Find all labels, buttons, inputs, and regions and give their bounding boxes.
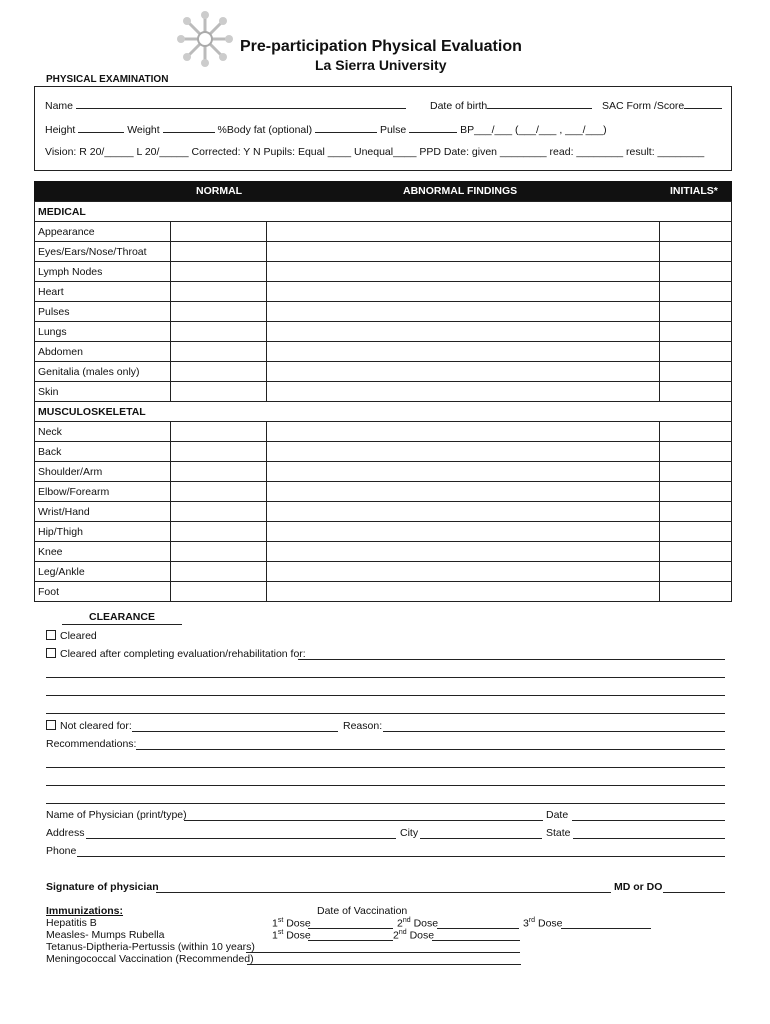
row-label: Wrist/Hand	[38, 506, 90, 518]
state-label: State	[546, 827, 571, 839]
initials-cell[interactable]	[659, 382, 660, 401]
initials-cell[interactable]	[659, 242, 660, 261]
row-label: Eyes/Ears/Nose/Throat	[38, 246, 147, 258]
normal-cell[interactable]	[170, 442, 171, 461]
city-label: City	[400, 827, 419, 839]
abnormal-cell[interactable]	[266, 242, 267, 261]
row-label: Skin	[38, 386, 59, 398]
initials-cell[interactable]	[659, 542, 660, 561]
normal-cell[interactable]	[170, 542, 171, 561]
state-field[interactable]	[573, 838, 725, 839]
hepb-dose-3-field[interactable]	[561, 928, 651, 929]
normal-cell[interactable]	[170, 422, 171, 441]
table-category-row	[35, 401, 731, 421]
normal-cell[interactable]	[170, 522, 171, 541]
row-label: Leg/Ankle	[38, 566, 85, 578]
table-row	[35, 301, 731, 321]
initials-cell[interactable]	[659, 282, 660, 301]
initials-cell[interactable]	[659, 502, 660, 521]
phone-label: Phone	[46, 845, 77, 857]
name-label: Name	[45, 100, 74, 112]
mmr-dose-2: 2nd Dose	[393, 929, 435, 942]
row-label: Back	[38, 446, 62, 458]
dob-row	[430, 98, 592, 112]
name-row	[45, 98, 406, 112]
normal-cell[interactable]	[170, 282, 171, 301]
mmr-dose-2-field[interactable]	[432, 940, 520, 941]
table-header	[34, 181, 732, 201]
normal-cell[interactable]	[170, 482, 171, 501]
height-field[interactable]	[78, 122, 124, 133]
recommendations-field[interactable]	[136, 749, 725, 750]
sac-field[interactable]	[684, 98, 722, 109]
abnormal-cell[interactable]	[266, 542, 267, 561]
abnormal-cell[interactable]	[266, 222, 267, 241]
cleared-after-line-2[interactable]	[46, 677, 725, 678]
normal-cell[interactable]	[170, 582, 171, 601]
immunizations-heading: Immunizations:	[46, 905, 124, 917]
initials-cell[interactable]	[659, 482, 660, 501]
row-label: Genitalia (males only)	[38, 366, 140, 378]
row-label: Foot	[38, 586, 60, 598]
address-label: Address	[46, 827, 85, 839]
normal-cell[interactable]	[170, 302, 171, 321]
abnormal-cell[interactable]	[266, 422, 267, 441]
table-row	[35, 581, 731, 601]
vision-row: Vision: R 20/_____ L 20/_____ Corrected: Y N Pupils: Equal ____ Unequal____ PPD Date: given ________ read: ________ result: ________	[45, 146, 705, 158]
patient-info-box	[34, 86, 732, 171]
phone-field[interactable]	[77, 856, 725, 857]
table-row	[35, 481, 731, 501]
table-row	[35, 521, 731, 541]
city-field[interactable]	[420, 838, 542, 839]
cleared-checkbox[interactable]	[46, 630, 56, 640]
initials-cell[interactable]	[659, 522, 660, 541]
initials-cell[interactable]	[659, 262, 660, 281]
table-row	[35, 341, 731, 361]
abnormal-cell[interactable]	[266, 282, 267, 301]
normal-cell[interactable]	[170, 322, 171, 341]
date-field[interactable]	[572, 820, 725, 821]
hepb-label: Hepatitis B	[46, 917, 97, 929]
recommendations-line-4[interactable]	[46, 803, 725, 804]
mening-field[interactable]	[247, 964, 521, 965]
university-logo	[176, 10, 234, 68]
normal-cell[interactable]	[170, 262, 171, 281]
hepb-dose-3: 3rd Dose	[523, 917, 563, 930]
dob-label: Date of birth	[430, 100, 488, 112]
row-label: Shoulder/Arm	[38, 466, 103, 478]
tdap-label: Tetanus-Diptheria-Pertussis (within 10 years)	[46, 941, 255, 953]
vitals-row	[45, 122, 607, 136]
cleared-option[interactable]	[46, 630, 97, 642]
hepb-dose-2-field[interactable]	[437, 928, 519, 929]
header-abnormal: ABNORMAL FINDINGS	[403, 185, 518, 197]
table-category-row	[35, 201, 731, 221]
date-of-vaccination-heading: Date of Vaccination	[317, 905, 408, 917]
table-row	[35, 461, 731, 481]
cleared-after-field[interactable]	[298, 659, 725, 660]
normal-cell[interactable]	[170, 242, 171, 261]
table-row	[35, 561, 731, 581]
abnormal-cell[interactable]	[266, 582, 267, 601]
pulse-label: Pulse	[379, 124, 407, 136]
abnormal-cell[interactable]	[266, 522, 267, 541]
table-row	[35, 241, 731, 261]
row-label: Heart	[38, 286, 64, 298]
table-row	[35, 361, 731, 381]
row-label: Knee	[38, 546, 63, 558]
abnormal-cell[interactable]	[266, 262, 267, 281]
mmr-dose-1-field[interactable]	[308, 940, 393, 941]
recommendations-line-3[interactable]	[46, 785, 725, 786]
not-cleared-option[interactable]	[46, 720, 132, 732]
table-row	[35, 221, 731, 241]
height-label: Height	[45, 124, 76, 136]
normal-cell[interactable]	[170, 362, 171, 381]
row-label: Hip/Thigh	[38, 526, 83, 538]
cleared-label: Cleared	[60, 630, 97, 642]
sac-label: SAC Form /Score	[602, 100, 685, 112]
table-row	[35, 501, 731, 521]
cleared-after-line-4[interactable]	[46, 713, 725, 714]
initials-cell[interactable]	[659, 562, 660, 581]
abnormal-cell[interactable]	[266, 342, 267, 361]
date-label: Date	[546, 809, 569, 821]
abnormal-cell[interactable]	[266, 322, 267, 341]
normal-cell[interactable]	[170, 462, 171, 481]
abnormal-cell[interactable]	[266, 462, 267, 481]
not-cleared-label: Not cleared for:	[60, 720, 132, 732]
mening-label: Meningococcal Vaccination (Recommended)	[46, 953, 254, 965]
row-label: Lymph Nodes	[38, 266, 103, 278]
signature-label: Signature of physician	[46, 881, 159, 893]
tdap-field[interactable]	[246, 952, 520, 953]
category-label: MUSCULOSKELETAL	[38, 406, 146, 418]
initials-cell[interactable]	[659, 582, 660, 601]
page-title: Pre-participation Physical Evaluation	[240, 38, 522, 55]
row-label: Elbow/Forearm	[38, 486, 110, 498]
table-row	[35, 281, 731, 301]
sac-row	[602, 98, 722, 112]
reason-label: Reason:	[343, 720, 383, 732]
reason-field[interactable]	[383, 731, 725, 732]
initials-cell[interactable]	[659, 422, 660, 441]
initials-cell[interactable]	[659, 322, 660, 341]
exam-table	[34, 201, 732, 602]
table-row	[35, 421, 731, 441]
header-initials: INITIALS*	[670, 185, 718, 197]
abnormal-cell[interactable]	[266, 562, 267, 581]
recommendations-line-2[interactable]	[46, 767, 725, 768]
physician-name-label: Name of Physician (print/type)	[46, 809, 187, 821]
category-label: MEDICAL	[38, 206, 86, 218]
table-row	[35, 441, 731, 461]
table-row	[35, 541, 731, 561]
pulse-field[interactable]	[409, 122, 457, 133]
dob-field[interactable]	[487, 98, 592, 109]
clearance-heading: CLEARANCE	[62, 611, 182, 625]
abnormal-cell[interactable]	[266, 482, 267, 501]
abnormal-cell[interactable]	[266, 362, 267, 381]
initials-cell[interactable]	[659, 362, 660, 381]
name-field[interactable]	[76, 98, 406, 109]
normal-cell[interactable]	[170, 342, 171, 361]
normal-cell[interactable]	[170, 502, 171, 521]
initials-cell[interactable]	[659, 342, 660, 361]
recommendations-label: Recommendations:	[46, 738, 137, 750]
abnormal-cell[interactable]	[266, 302, 267, 321]
row-label: Pulses	[38, 306, 70, 318]
md-field[interactable]	[663, 892, 725, 893]
row-label: Neck	[38, 426, 62, 438]
signature-field[interactable]	[156, 892, 611, 893]
not-cleared-field[interactable]	[132, 731, 338, 732]
cleared-after-line-3[interactable]	[46, 695, 725, 696]
cleared-after-label: Cleared after completing evaluation/rehabilitation for:	[60, 648, 306, 660]
normal-cell[interactable]	[170, 222, 171, 241]
abnormal-cell[interactable]	[266, 382, 267, 401]
cleared-after-checkbox[interactable]	[46, 648, 56, 658]
hepb-dose-2: 2nd Dose	[397, 917, 439, 930]
physician-name-field[interactable]	[184, 820, 543, 821]
mmr-dose-1: 1st Dose	[272, 929, 311, 942]
normal-cell[interactable]	[170, 562, 171, 581]
bodyfat-field[interactable]	[315, 122, 377, 133]
row-label: Lungs	[38, 326, 67, 338]
cleared-after-option[interactable]	[46, 648, 306, 660]
initials-cell[interactable]	[659, 442, 660, 461]
page-subtitle: La Sierra University	[315, 57, 447, 73]
abnormal-cell[interactable]	[266, 502, 267, 521]
address-field[interactable]	[86, 838, 396, 839]
header-normal: NORMAL	[196, 185, 243, 197]
initials-cell[interactable]	[659, 222, 660, 241]
section-label: PHYSICAL EXAMINATION	[46, 74, 169, 85]
mmr-label: Measles- Mumps Rubella	[46, 929, 165, 941]
initials-cell[interactable]	[659, 302, 660, 321]
bp-field[interactable]: ___/___ (___/___ , ___/___)	[474, 124, 607, 136]
not-cleared-checkbox[interactable]	[46, 720, 56, 730]
md-label: MD or DO	[614, 881, 663, 893]
table-row	[35, 381, 731, 401]
bodyfat-label: %Body fat (optional)	[217, 124, 313, 136]
initials-cell[interactable]	[659, 462, 660, 481]
row-label: Appearance	[38, 226, 95, 238]
bp-label: BP	[460, 124, 475, 136]
weight-label: Weight	[127, 124, 160, 136]
weight-field[interactable]	[163, 122, 215, 133]
hepb-dose-1: 1st Dose	[272, 917, 311, 930]
row-label: Abdomen	[38, 346, 83, 358]
abnormal-cell[interactable]	[266, 442, 267, 461]
hepb-dose-1-field[interactable]	[308, 928, 393, 929]
normal-cell[interactable]	[170, 382, 171, 401]
table-row	[35, 261, 731, 281]
table-row	[35, 321, 731, 341]
